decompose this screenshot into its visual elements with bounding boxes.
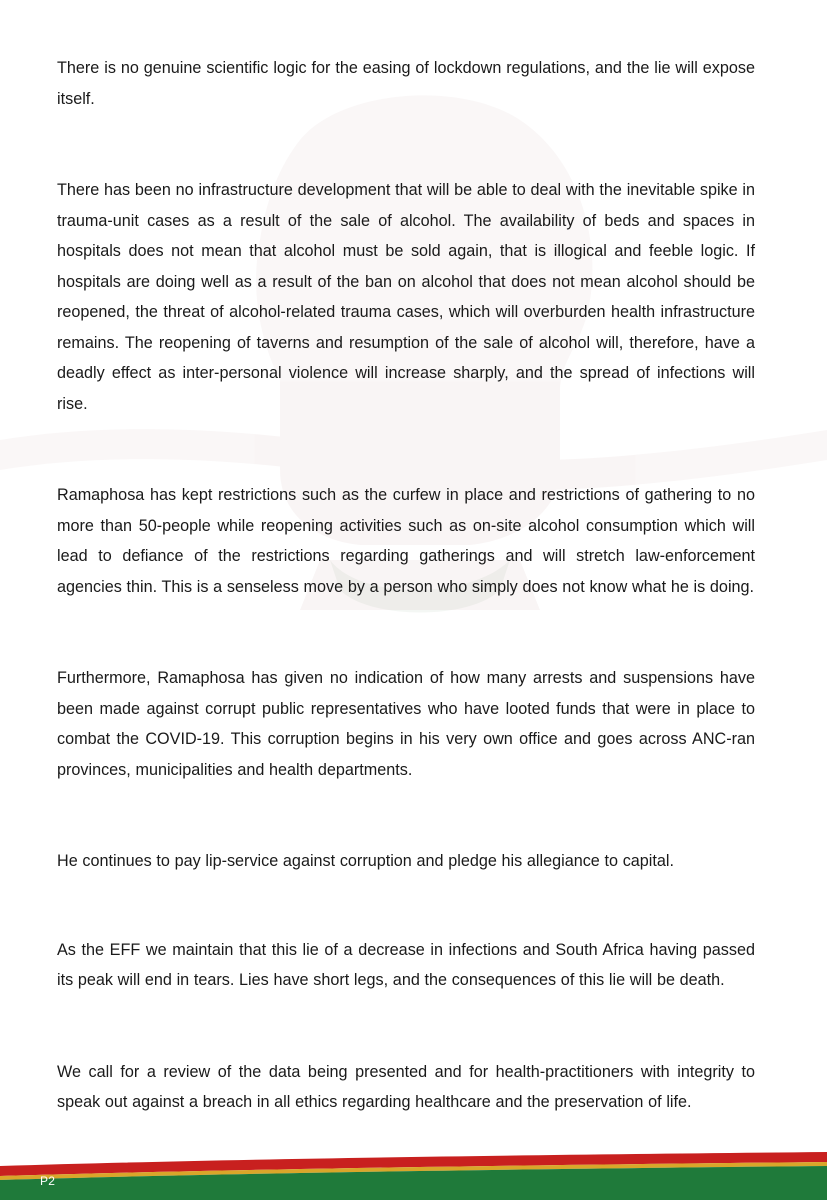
paragraph-spacer <box>57 602 755 663</box>
document-body <box>57 53 755 1118</box>
paragraph-7: We call for a review of the data being presented and for health-practitioners with integrity to speak out against a breach in all ethics regarding healthcare and the preservation of life. <box>57 1062 755 1111</box>
paragraph-4: Furthermore, Ramaphosa has given no indication of how many arrests and suspensions have been made against corrupt public representatives who have looted funds that were in place to combat the COVID-19. This corruption begins in his very own office and goes across ANC-ran provinces, municipalities and health departments. <box>57 669 755 779</box>
paragraph-spacer <box>57 785 755 846</box>
paragraph-3: Ramaphosa has kept restrictions such as the curfew in place and restrictions of gathering to no more than 50-people while reopening activities such as on-site alcohol consumption which will lead to defiance of the restrictions regarding gatherings and will stretch law-enforcement agencies thin. This is a senseless move by a person who simply does not know what he is doing. <box>57 486 755 596</box>
footer-band <box>0 1152 827 1200</box>
page-number: P2 <box>40 1174 56 1188</box>
paragraph-1: There is no genuine scientific logic for the easing of lockdown regulations, and the lie will expose itself. <box>57 59 755 108</box>
paragraph-spacer <box>57 419 755 480</box>
paragraph-spacer <box>57 996 755 1057</box>
paragraph-6: As the EFF we maintain that this lie of a decrease in infections and South Africa having passed its peak will end in tears. Lies have short legs, and the consequences of this lie will be death. <box>57 940 755 989</box>
paragraph-2: There has been no infrastructure development that will be able to deal with the inevitable spike in trauma-unit cases as a result of the sale of alcohol. The availability of beds and spaces in hospitals does not mean that alcohol must be sold again, that is illogical and feeble logic. If hospitals are doing well as a result of the ban on alcohol that does not mean alcohol should be reopened, the threat of alcohol-related trauma cases, which will overburden health infrastructure remains. The reopening of taverns and resumption of the sale of alcohol will, therefore, have a deadly effect as inter-personal violence will increase sharply, and the spread of infections will rise. <box>57 181 755 413</box>
paragraph-spacer <box>57 877 755 935</box>
paragraph-5: He continues to pay lip-service against corruption and pledge his allegiance to capital. <box>57 852 674 870</box>
footer-stripes-graphic <box>0 1152 827 1200</box>
paragraph-spacer <box>57 114 755 175</box>
